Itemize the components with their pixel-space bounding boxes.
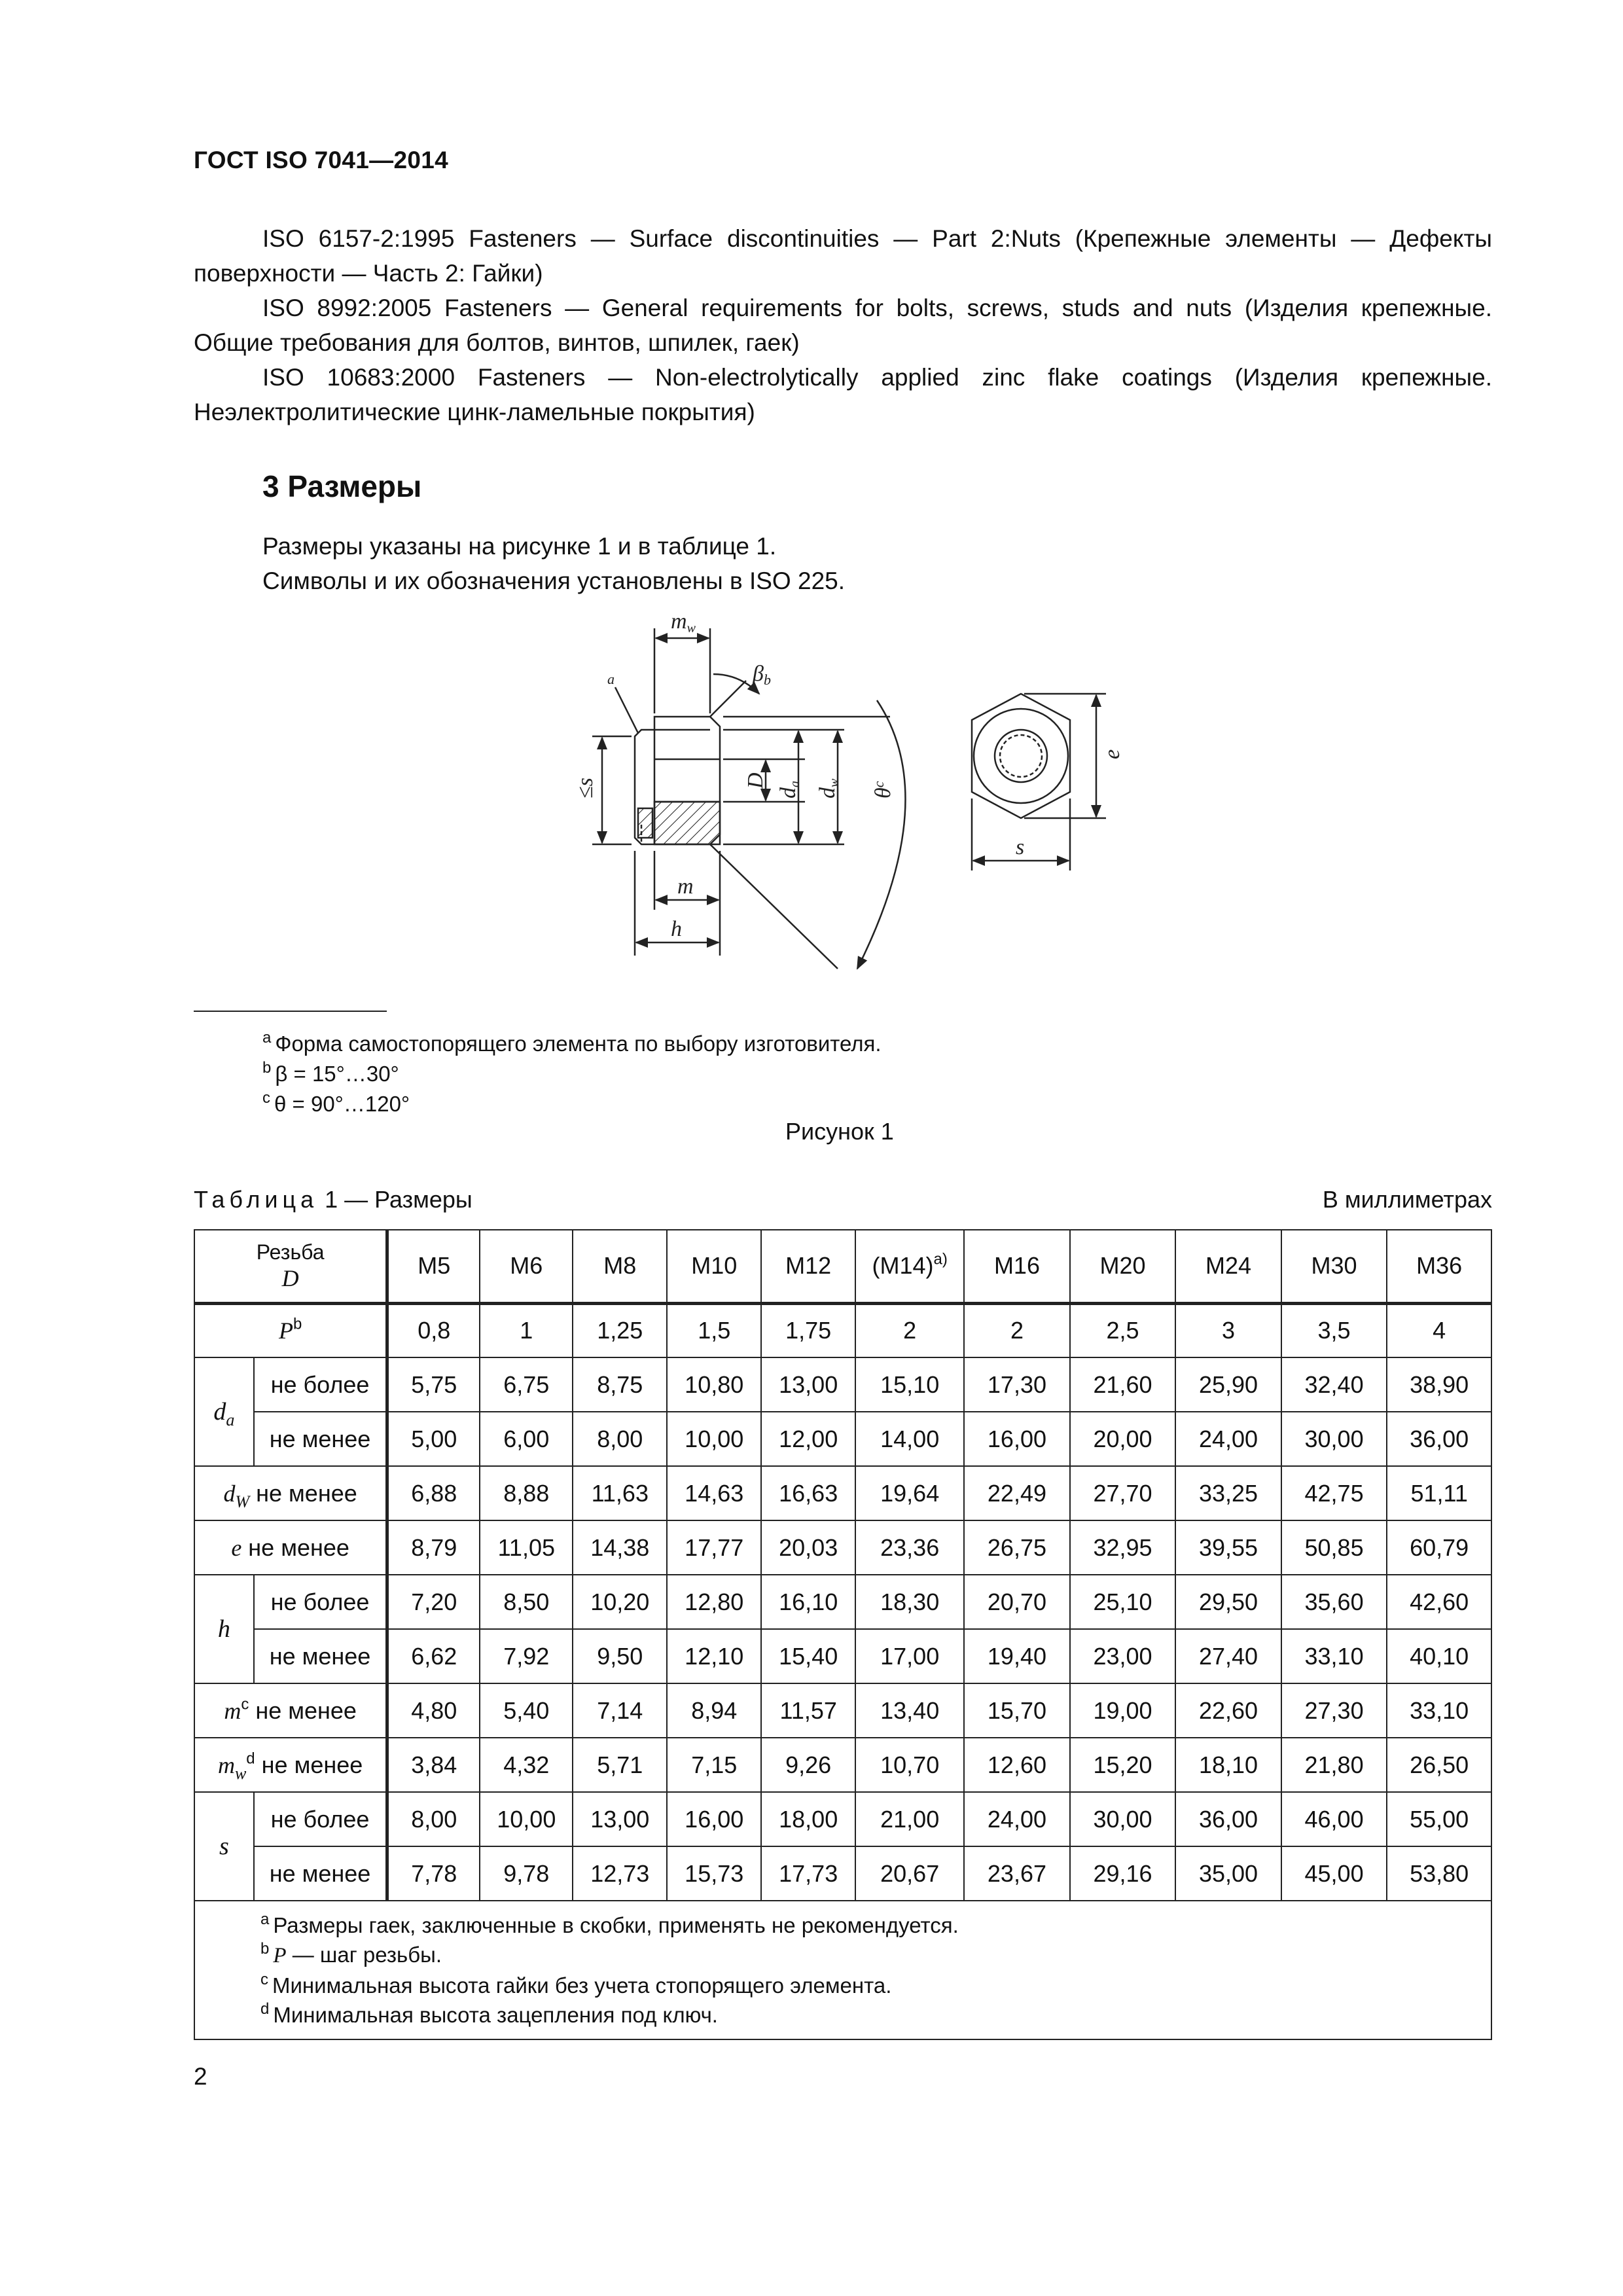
value-cell: 4,32 [480,1738,573,1792]
value-cell: 46,00 [1281,1792,1387,1846]
value-cell: 23,36 [855,1520,964,1575]
table-note: $^b$ P — шаг резьбы. [260,1939,442,1967]
table-note: $^d$ Минимальная высота зацепления под ключ. [260,2000,718,2027]
value-cell: 10,80 [667,1357,761,1412]
value-cell: 15,40 [761,1629,855,1683]
value-cell: 5,71 [573,1738,667,1792]
value-cell: 4 [1387,1303,1491,1357]
value-cell: 21,60 [1070,1357,1176,1412]
figure-caption: Рисунок 1 [785,1118,894,1145]
size-cell: $(M14)^{a)}$ [855,1230,964,1303]
value-cell: 51,11 [1387,1466,1491,1520]
row-label: не более [254,1792,387,1846]
value-cell: 23,00 [1070,1629,1176,1683]
value-cell: 5,00 [387,1412,480,1466]
value-cell: 1,5 [667,1303,761,1357]
label-D: D [743,772,768,789]
value-cell: 4,80 [387,1683,480,1738]
value-cell: 22,49 [964,1466,1070,1520]
table-row [194,1357,1491,1412]
row-label: не менее [254,1629,387,1683]
normative-references [194,221,1492,429]
value-cell: 24,00 [964,1792,1070,1846]
table-note: $^c$ Минимальная высота гайки без учета стопорящего элемента. [260,1970,892,1998]
size-cell: M36 [1387,1230,1491,1303]
value-cell: 9,26 [761,1738,855,1792]
table-row [194,1792,1491,1846]
table-row [194,1846,1491,1901]
value-cell: 12,80 [667,1575,761,1629]
value-cell: 12,00 [761,1412,855,1466]
reference-item: ISO 6157-2:1995 Fasteners — Surface discontinuities — Part 2:Nuts (Крепежные элементы — Дефекты поверхности — Часть 2: Гайки) [194,225,1492,287]
value-cell: 5,75 [387,1357,480,1412]
value-cell: 18,10 [1175,1738,1281,1792]
label-dw: dw [815,778,842,798]
value-cell: 6,62 [387,1629,480,1683]
table-notes-row [194,1901,1491,2039]
label-s: ≤s [573,778,597,798]
value-cell: 20,03 [761,1520,855,1575]
section-title: Размеры [287,469,422,503]
label-h: h [671,917,682,941]
intro-line: Символы и их обозначения установлены в ISO 225. [262,567,846,594]
value-cell: 10,00 [667,1412,761,1466]
value-cell: 35,00 [1175,1846,1281,1901]
value-cell: 7,15 [667,1738,761,1792]
table-row [194,1575,1491,1629]
dimensions-table [194,1229,1492,2040]
table-units: В миллиметрах [1322,1186,1492,1213]
value-cell: 17,73 [761,1846,855,1901]
value-cell: 8,00 [573,1412,667,1466]
size-cell: M6 [480,1230,573,1303]
value-cell: 11,05 [480,1520,573,1575]
table-row [194,1738,1491,1792]
figure-notes [262,1029,882,1119]
value-cell: 15,70 [964,1683,1070,1738]
value-cell: 17,30 [964,1357,1070,1412]
value-cell: 17,00 [855,1629,964,1683]
value-cell: 7,78 [387,1846,480,1901]
value-cell: 53,80 [1387,1846,1491,1901]
value-cell: 26,75 [964,1520,1070,1575]
value-cell: 16,63 [761,1466,855,1520]
value-cell: 14,00 [855,1412,964,1466]
value-cell: 6,75 [480,1357,573,1412]
value-cell: 21,00 [855,1792,964,1846]
value-cell: 16,10 [761,1575,855,1629]
value-cell: 12,73 [573,1846,667,1901]
value-cell: 1,25 [573,1303,667,1357]
value-cell: 8,94 [667,1683,761,1738]
value-cell: 3,5 [1281,1303,1387,1357]
value-cell: 3 [1175,1303,1281,1357]
value-cell: 16,00 [667,1792,761,1846]
intro-line: Размеры указаны на рисунке 1 и в таблице 1. [262,533,777,560]
size-cell: M10 [667,1230,761,1303]
value-cell: 32,40 [1281,1357,1387,1412]
value-cell: 8,00 [387,1792,480,1846]
reference-item: ISO 10683:2000 Fasteners — Non-electrolytically applied zinc flake coatings (Изделия крепежные. Неэлектролитические цинк-ламельные покрытия) [194,364,1492,425]
value-cell: 7,20 [387,1575,480,1629]
value-cell: 42,60 [1387,1575,1491,1629]
table-row [194,1412,1491,1466]
value-cell: 0,8 [387,1303,480,1357]
value-cell: 10,20 [573,1575,667,1629]
value-cell: 36,00 [1175,1792,1281,1846]
label-e: e [1100,749,1124,759]
value-cell: 21,80 [1281,1738,1387,1792]
value-cell: 26,50 [1387,1738,1491,1792]
value-cell: 19,00 [1070,1683,1176,1738]
value-cell: 16,00 [964,1412,1070,1466]
m-label: $m^c$ не менее [194,1683,387,1738]
value-cell: 55,00 [1387,1792,1491,1846]
value-cell: 14,63 [667,1466,761,1520]
e-label: e не менее [194,1520,387,1575]
value-cell: 40,10 [1387,1629,1491,1683]
value-cell: 12,10 [667,1629,761,1683]
value-cell: 11,57 [761,1683,855,1738]
value-cell: 27,40 [1175,1629,1281,1683]
reference-item: ISO 8992:2005 Fasteners — General requirements for bolts, screws, studs and nuts (Изделия крепежные. Общие требования для болтов, винтов, шпилек, гаек) [194,295,1492,356]
value-cell: 10,00 [480,1792,573,1846]
value-cell: 1 [480,1303,573,1357]
value-cell: 7,14 [573,1683,667,1738]
mw-label: $m_w^d$ не менее [194,1738,387,1792]
value-cell: 19,40 [964,1629,1070,1683]
value-cell: 5,40 [480,1683,573,1738]
document-header: ГОСТ ISO 7041—2014 [194,147,448,173]
label-s-front: s [1016,835,1025,859]
value-cell: 7,92 [480,1629,573,1683]
value-cell: 15,20 [1070,1738,1176,1792]
value-cell: 50,85 [1281,1520,1387,1575]
row-label: не менее [254,1412,387,1466]
table-row [194,1303,1491,1357]
value-cell: 36,00 [1387,1412,1491,1466]
value-cell: 45,00 [1281,1846,1387,1901]
label-a: a [607,671,615,687]
value-cell: 13,40 [855,1683,964,1738]
label-theta: $\theta^c$ [870,781,895,798]
label-m: m [677,874,694,899]
h-symbol: h [194,1575,254,1683]
table-notes [194,1901,1491,2039]
value-cell: 38,90 [1387,1357,1491,1412]
value-cell: 24,00 [1175,1412,1281,1466]
table-row [194,1230,1491,1303]
dw-label: $d_W$ не менее [194,1466,387,1520]
size-cell: M24 [1175,1230,1281,1303]
figure-note: $^c$ θ = 90°…120° [262,1088,410,1116]
value-cell: 32,95 [1070,1520,1176,1575]
size-cell: M8 [573,1230,667,1303]
value-cell: 20,00 [1070,1412,1176,1466]
section-number: 3 [262,469,279,503]
value-cell: 33,10 [1281,1629,1387,1683]
table-row [194,1683,1491,1738]
value-cell: 14,38 [573,1520,667,1575]
s-symbol: s [194,1792,254,1901]
value-cell: 19,64 [855,1466,964,1520]
value-cell: 17,77 [667,1520,761,1575]
size-cell: M20 [1070,1230,1176,1303]
value-cell: 22,60 [1175,1683,1281,1738]
value-cell: 29,16 [1070,1846,1176,1901]
value-cell: 25,10 [1070,1575,1176,1629]
value-cell: 60,79 [1387,1520,1491,1575]
figure-note: $^a$ Форма самостопорящего элемента по выбору изготовителя. [262,1028,882,1056]
value-cell: 8,50 [480,1575,573,1629]
size-cell: M30 [1281,1230,1387,1303]
value-cell: 20,67 [855,1846,964,1901]
value-cell: 18,30 [855,1575,964,1629]
row-label: не менее [254,1846,387,1901]
value-cell: 27,70 [1070,1466,1176,1520]
value-cell: 1,75 [761,1303,855,1357]
value-cell: 39,55 [1175,1520,1281,1575]
value-cell: 6,00 [480,1412,573,1466]
value-cell: 30,00 [1070,1792,1176,1846]
value-cell: 8,88 [480,1466,573,1520]
figure-note: $^b$ β = 15°…30° [262,1058,399,1086]
nut-drawing-figure [550,602,1152,982]
value-cell: 8,79 [387,1520,480,1575]
value-cell: 8,75 [573,1357,667,1412]
value-cell: 18,00 [761,1792,855,1846]
table-row [194,1466,1491,1520]
table-title: Таблица 1 — Размеры [194,1186,473,1213]
value-cell: 42,75 [1281,1466,1387,1520]
value-cell: 33,25 [1175,1466,1281,1520]
value-cell: 30,00 [1281,1412,1387,1466]
value-cell: 27,30 [1281,1683,1387,1738]
thread-header: Резьба D [194,1230,387,1303]
value-cell: 23,67 [964,1846,1070,1901]
page-number: 2 [194,2063,207,2090]
row-label: не более [254,1575,387,1629]
da-symbol: $d_a$ [194,1357,254,1466]
value-cell: 15,73 [667,1846,761,1901]
value-cell: 2 [855,1303,964,1357]
footnote-divider [194,1011,387,1012]
table-row [194,1629,1491,1683]
value-cell: 6,88 [387,1466,480,1520]
nut-technical-drawing [550,602,1152,982]
label-beta: βb [753,662,771,688]
value-cell: 25,90 [1175,1357,1281,1412]
value-cell: 9,50 [573,1629,667,1683]
value-cell: 20,70 [964,1575,1070,1629]
value-cell: 9,78 [480,1846,573,1901]
table-note: $^a$ Размеры гаек, заключенные в скобки, применять не рекомендуется. [260,1910,959,1937]
section-intro [262,529,845,598]
value-cell: 2,5 [1070,1303,1176,1357]
value-cell: 3,84 [387,1738,480,1792]
value-cell: 29,50 [1175,1575,1281,1629]
value-cell: 13,00 [761,1357,855,1412]
label-da: da [776,781,802,798]
value-cell: 15,10 [855,1357,964,1412]
label-mw: mw [671,609,696,636]
row-label: не более [254,1357,387,1412]
value-cell: 35,60 [1281,1575,1387,1629]
size-cell: M12 [761,1230,855,1303]
value-cell: 2 [964,1303,1070,1357]
size-cell: M16 [964,1230,1070,1303]
value-cell: 13,00 [573,1792,667,1846]
value-cell: 10,70 [855,1738,964,1792]
pitch-label: $P^b$ [194,1303,387,1357]
value-cell: 12,60 [964,1738,1070,1792]
size-cell: M5 [387,1230,480,1303]
value-cell: 33,10 [1387,1683,1491,1738]
section-heading [262,469,421,504]
value-cell: 11,63 [573,1466,667,1520]
table-row [194,1520,1491,1575]
